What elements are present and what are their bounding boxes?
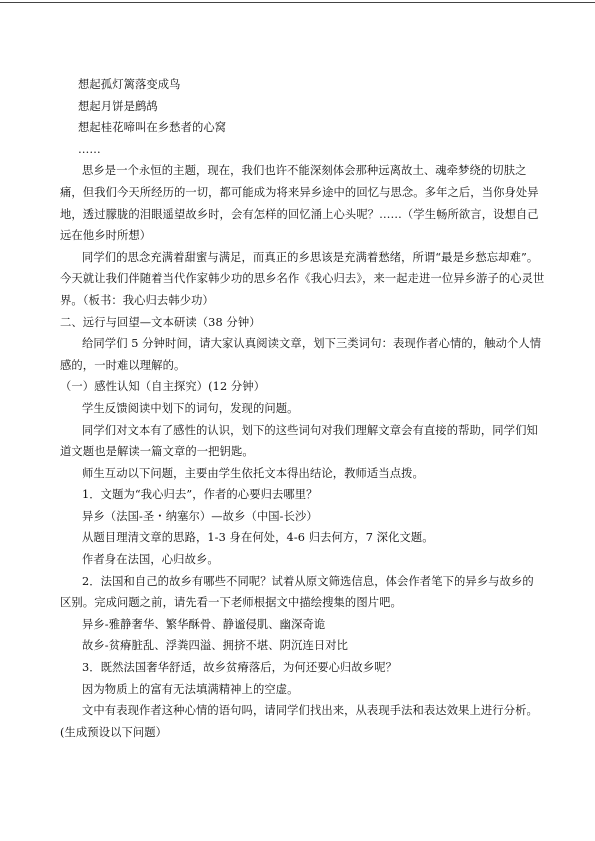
answer-item: 因为物质上的富有无法填满精神上的空虚。 [82,682,299,696]
body-paragraph: 同学们对文本有了感性的认识，划下的这些词句对我们理解文章会有直接的帮助，同学们知道文题也是解读一篇文章的一把钥匙。 [60,423,538,459]
header-rule [0,2,595,3]
answer-item: 异乡-雅静奢华、繁华酥骨、静谧侵肌、幽深奇诡 [82,617,326,631]
body-paragraph: 师生互动以下问题，主要由学生依托文本得出结论，教师适当点拨。 [82,466,424,480]
answer-item: 作者身在法国，心归故乡。 [82,553,219,567]
answer-item: 故乡-贫瘠脏乱、浮粪四溢、拥挤不堪、阴沉连日对比 [82,639,349,653]
poem-line: 想起桂花啼叫在乡愁者的心窝 [78,121,227,135]
body-paragraph: 文中有表现作者这种心情的语句吗，请同学们找出来，从表现手法和表达效果上进行分析。(生成预设以下问题） [60,704,538,739]
document-body [60,74,545,743]
question-item: 1．文题为“我心归去”，作者的心要归去哪里？ [82,488,318,502]
poem-ellipsis: …… [78,142,101,156]
answer-item: 异乡（法国-圣・纳塞尔）—故乡（中国-长沙） [82,509,318,523]
section-heading: 二、远行与回望—文本研读（38 分钟） [60,315,261,329]
poem-line: 想起月饼是鹧鸪 [78,99,158,113]
body-paragraph: 学生反馈阅读中划下的词句，发现的问题。 [82,401,299,415]
body-paragraph: 同学们的思念充满着甜蜜与满足，而真正的乡思该是充满着愁绪，所谓“最是乡愁忘却难”。今天就让我们伴随着当代作家韩少功的思乡名作《我心归去》，来一起走进一位异乡游子的心灵世界。（板书：我心归去韩少功） [60,250,545,307]
body-paragraph: 思乡是一个永恒的主题，现在，我们也许不能深刻体会那种远离故土、魂牵梦绕的切肤之痛，但我们今天所经历的一切，都可能成为将来异乡途中的回忆与思念。多年之后，当你身处异地，透过朦胧的泪眼遥望故乡时，会有怎样的回忆涌上心头呢？……（学生畅所欲言，设想自己远在他乡时所想） [60,164,539,243]
question-item: 3．既然法国奢华舒适，故乡贫瘠落后，为何还要心归故乡呢？ [82,661,398,675]
answer-item: 从题目理清文章的思路，1-3 身在何处，4-6 归去何方，7 深化文题。 [82,531,434,545]
question-item: 2．法国和自己的故乡有哪些不同呢？试着从原文筛选信息，体会作者笔下的异乡与故乡的区别。完成问题之前，请先看一下老师根据文中描绘搜集的图片吧。 [60,574,534,610]
body-paragraph: 给同学们 5 分钟时间，请大家认真阅读文章，划下三类词句：表现作者心情的，触动个人情感的，一时难以理解的。 [60,337,542,372]
subsection-heading: （一）感性认知（自主探究）(12 分钟） [60,380,266,394]
poem-line: 想起孤灯篱落变成鸟 [78,78,181,91]
